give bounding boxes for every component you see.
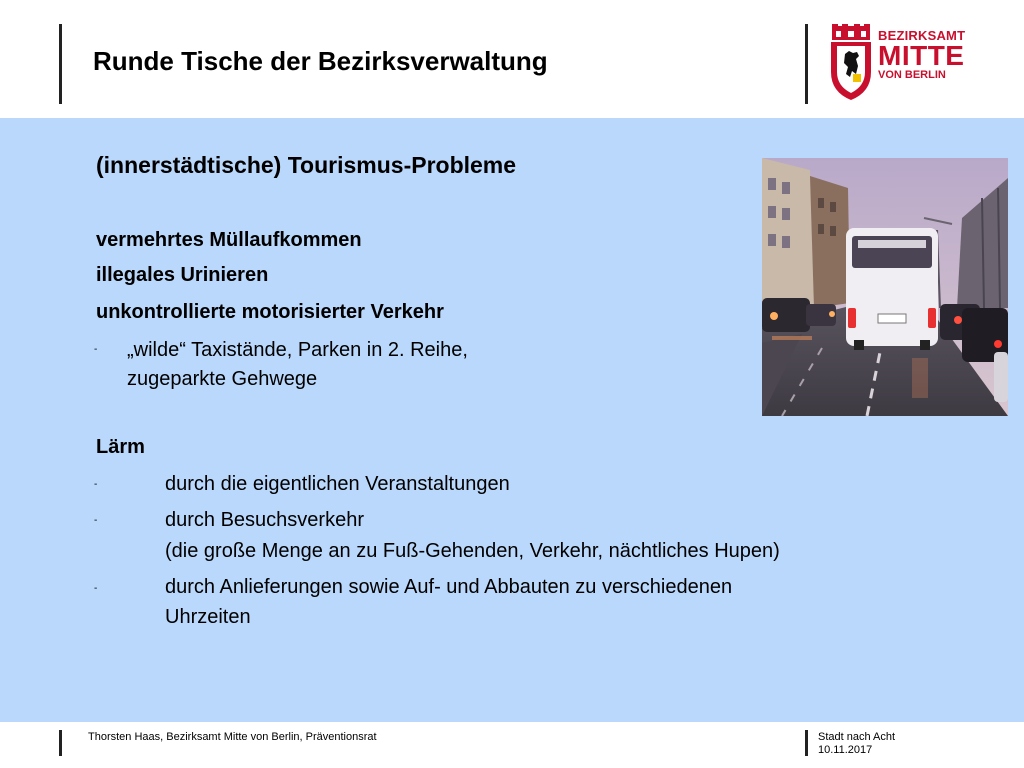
- footer-event-name: Stadt nach Acht: [818, 731, 896, 743]
- logo-line-1: BEZIRKSAMT: [878, 28, 966, 43]
- berlin-mitte-coat-of-arms-icon: [828, 22, 874, 102]
- header-divider-left: [59, 24, 62, 104]
- noise-item-events: durch die eigentlichen Veranstaltungen: [165, 473, 510, 495]
- bullet-marker: -: [94, 515, 98, 526]
- section-heading: (innerstädtische) Tourismus-Probleme: [96, 152, 517, 178]
- list-item-verkehr: unkontrollierte motorisierter Verkehr: [96, 301, 444, 323]
- slide-body: [0, 118, 1024, 722]
- list-item-muell: vermehrtes Müllaufkommen: [96, 229, 362, 251]
- noise-item-visitor-traffic-detail: (die große Menge an zu Fuß-Gehenden, Verkehr, nächtliches Hupen): [165, 540, 780, 562]
- noise-item-deliveries: durch Anlieferungen sowie Auf- und Abbauten zu verschiedenen: [165, 576, 733, 598]
- footer-event: [818, 731, 895, 757]
- noise-item-visitor-traffic: durch Besuchsverkehr: [165, 509, 364, 531]
- bezirksamt-logo: [822, 16, 966, 108]
- bullet-marker: -: [94, 583, 98, 594]
- bullet-marker: -: [94, 479, 98, 490]
- header-divider-right: [805, 24, 808, 104]
- slide-footer: [0, 722, 1024, 768]
- slide-title: Runde Tische der Bezirksverwaltung: [93, 46, 548, 76]
- traffic-detail-line-1: „wilde“ Taxistände, Parken in 2. Reihe,: [127, 339, 468, 361]
- footer-divider-right: [805, 730, 808, 756]
- list-item-urinieren: illegales Urinieren: [96, 264, 269, 286]
- logo-wordmark: [878, 28, 965, 81]
- noise-heading: Lärm: [96, 436, 145, 458]
- slide-header: [0, 0, 1024, 118]
- noise-item-deliveries-cont: Uhrzeiten: [165, 606, 251, 628]
- traffic-detail-line-2: zugeparkte Gehwege: [127, 368, 318, 390]
- footer-event-date: 10.11.2017: [818, 744, 873, 756]
- footer-divider-left: [59, 730, 62, 756]
- logo-line-2: MITTE: [878, 40, 965, 71]
- logo-line-3: VON BERLIN: [878, 69, 946, 81]
- bullet-marker: -: [94, 344, 98, 355]
- street-bus-photo: [762, 158, 1008, 416]
- footer-author: Thorsten Haas, Bezirksamt Mitte von Berlin, Präventionsrat: [88, 731, 377, 743]
